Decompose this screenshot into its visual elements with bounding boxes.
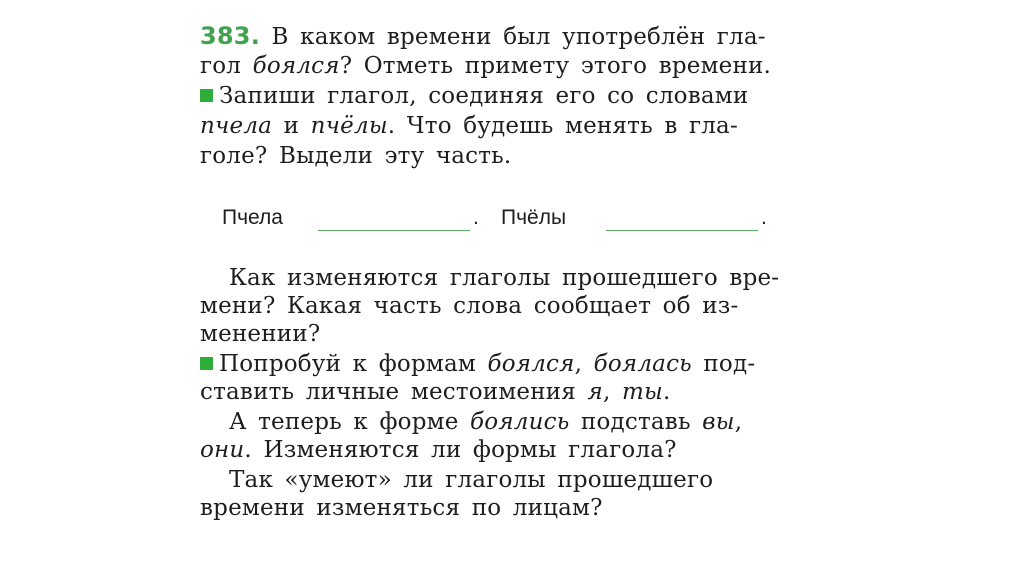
- italic-word: боялся: [487, 351, 575, 377]
- italic-word: боялись: [470, 409, 570, 435]
- text-segment: мени? Какая часть слова сообщает об из-: [200, 293, 739, 319]
- italic-word: пчёлы: [310, 113, 388, 139]
- text-segment: Как изменяются глаголы прошедшего вре-: [229, 265, 780, 291]
- answer-label-pchyoly: Пчёлы: [501, 206, 567, 229]
- italic-word: боялась: [593, 351, 692, 377]
- exercise-line-5: [200, 142, 511, 170]
- answer-dot-2: .: [761, 206, 767, 229]
- italic-word: я: [587, 379, 603, 405]
- question-line-4-text: [219, 351, 755, 377]
- exercise-line-1-text: [272, 24, 766, 50]
- text-segment: гол: [200, 53, 253, 79]
- text-segment: ,: [734, 409, 743, 435]
- text-segment: ,: [602, 379, 622, 405]
- text-segment: и: [272, 113, 311, 139]
- italic-word: пчела: [200, 113, 273, 139]
- answer-dot-1: .: [473, 206, 479, 229]
- text-segment: ставить личные местоимения: [200, 379, 588, 405]
- text-segment: ,: [574, 351, 594, 377]
- green-square-icon: [200, 357, 213, 370]
- text-segment: времени изменяться по лицам?: [200, 495, 603, 521]
- text-segment: под-: [691, 351, 756, 377]
- answer-row: [0, 206, 1024, 236]
- italic-word: они: [200, 437, 245, 463]
- question-line-6: [229, 408, 742, 436]
- text-segment: Так «умеют» ли глаголы прошедшего: [229, 467, 714, 493]
- question-line-4: [200, 350, 755, 378]
- exercise-number: 383.: [200, 22, 261, 50]
- text-segment: Запиши глагол, соединяя его со словами: [219, 83, 749, 109]
- text-segment: .: [662, 379, 671, 405]
- italic-word: боялся: [252, 53, 340, 79]
- italic-word: ты: [622, 379, 663, 405]
- question-line-5: [200, 378, 670, 406]
- green-square-icon: [200, 89, 213, 102]
- exercise-line-1: [200, 22, 766, 51]
- text-segment: голе? Выдели эту часть.: [200, 143, 512, 169]
- text-segment: . Изменяются ли формы глагола?: [244, 437, 677, 463]
- exercise-line-3-text: [219, 83, 748, 109]
- text-segment: А теперь к форме: [229, 409, 471, 435]
- answer-label-pchela: Пчела: [222, 206, 283, 229]
- question-line-2: [200, 292, 739, 320]
- text-segment: подставь: [569, 409, 703, 435]
- question-line-8: [229, 466, 713, 494]
- question-line-1: [229, 264, 779, 292]
- exercise-line-3: [200, 82, 748, 110]
- exercise-line-4: [200, 112, 738, 140]
- answer-blank-2[interactable]: [606, 230, 758, 231]
- text-segment: менении?: [200, 321, 321, 347]
- text-segment: . Что будешь менять в гла-: [387, 113, 738, 139]
- answer-blank-1[interactable]: [318, 230, 470, 231]
- question-line-3: [200, 320, 320, 348]
- text-segment: ? Отметь примету этого времени.: [339, 53, 772, 79]
- exercise-line-2: [200, 52, 771, 80]
- question-line-7: [200, 436, 677, 464]
- text-segment: В каком времени был употреблён гла-: [271, 24, 766, 50]
- question-line-9: [200, 494, 603, 522]
- text-segment: Попробуй к формам: [219, 351, 488, 377]
- italic-word: вы: [702, 409, 735, 435]
